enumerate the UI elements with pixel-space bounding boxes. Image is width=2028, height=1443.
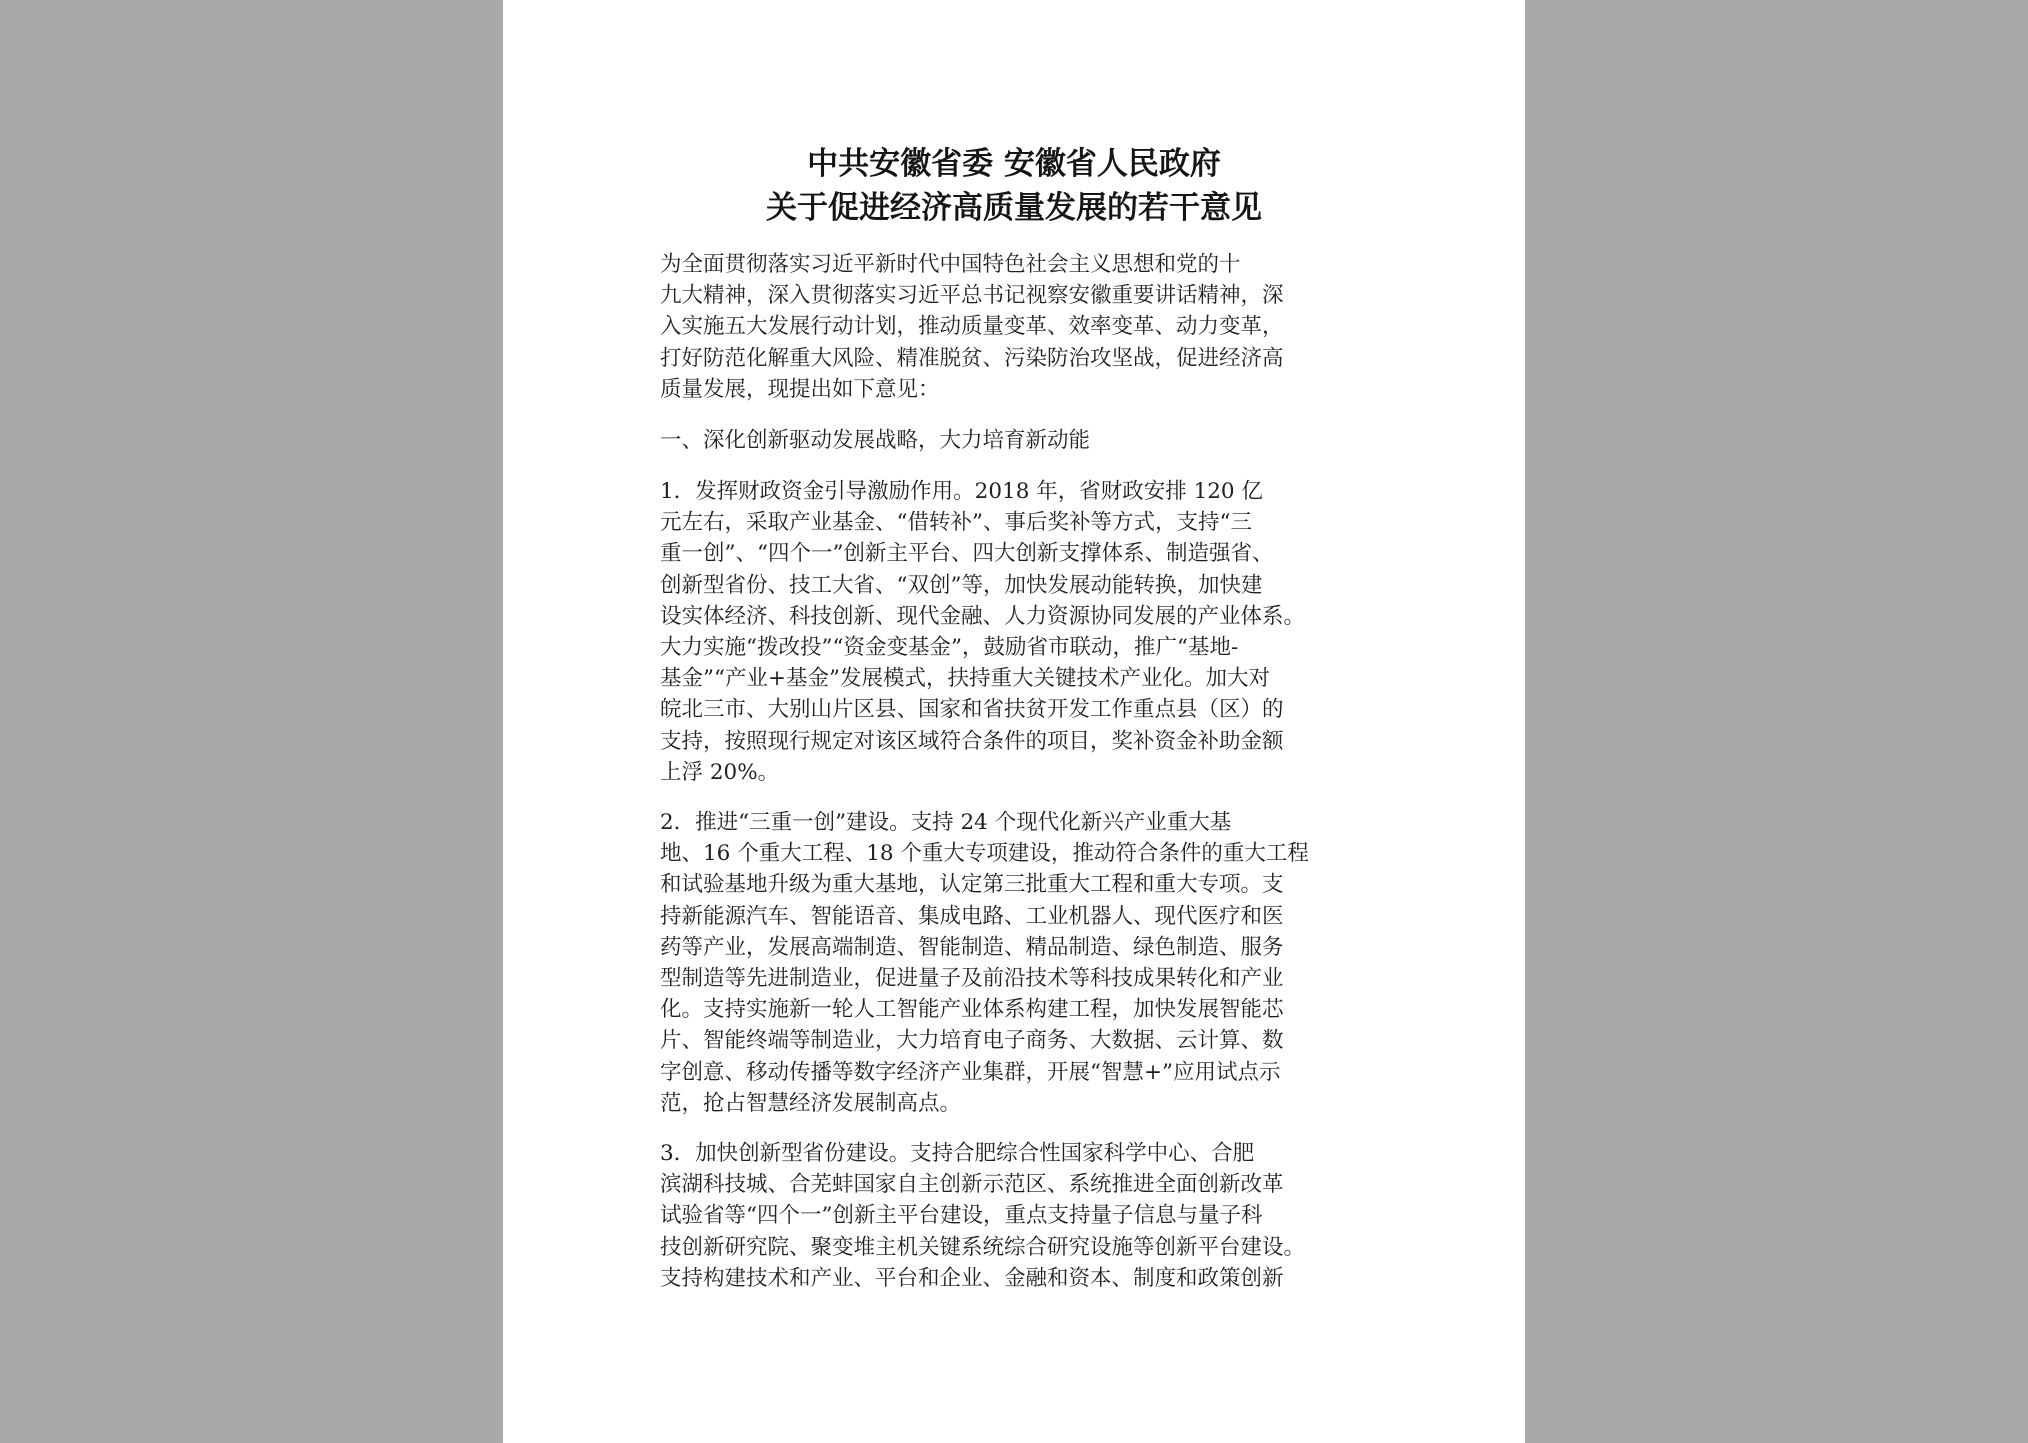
document-title-line-2: 关于促进经济高质量发展的若干意见 bbox=[766, 190, 1262, 226]
document-page bbox=[503, 0, 1525, 1443]
item-2-paragraph: 2．推进“三重一创”建设。支持 24 个现代化新兴产业重大基 地、16 个重大工程、18 个重大专项建设，推动符合条件的重大工程 和试验基地升级为重大基地，认定第三批重大工程和重大专项。支 持新能源汽车、智能语音、集成电路、工业机器人、现代医疗和医 药等产业，发展高端制造、智能制造、精品制造、绿色制造、服务 型制造等先进制造业，促进量子及前沿技术等科技成果转化和产业 化。支持实施新一轮人工智能产业体系构建工程，加快发展智能芯 片、智能终端等制造业，大力培育电子商务、大数据、云计算、数 字创意、移动传播等数字经济产业集群，开展“智慧+”应用试点示 范，抢占智慧经济发展制高点。 bbox=[660, 810, 1309, 1116]
section-heading: 一、深化创新驱动发展战略，大力培育新动能 bbox=[660, 428, 1091, 453]
document-title-line-1: 中共安徽省委 安徽省人民政府 bbox=[807, 146, 1221, 182]
item-3-paragraph: 3．加快创新型省份建设。支持合肥综合性国家科学中心、合肥 滨湖科技城、合芜蚌国家自主创新示范区、系统推进全面创新改革 试验省等“四个一”创新主平台建设，重点支持量子信息与量子科 技创新研究院、聚变堆主机关键系统综合研究设施等创新平台建设。 支持构建技术和产业、平台和企业、金融和资本、制度和政策创新 bbox=[660, 1141, 1306, 1291]
intro-paragraph: 为全面贯彻落实习近平新时代中国特色社会主义思想和党的十 九大精神，深入贯彻落实习近平总书记视察安徽重要讲话精神，深 入实施五大发展行动计划，推动质量变革、效率变革、动力变革， 打好防范化解重大风险、精准脱贫、污染防治攻坚战，促进经济高 质量发展，现提出如下意见： bbox=[660, 252, 1284, 402]
item-1-paragraph: 1．发挥财政资金引导激励作用。2018 年，省财政安排 120 亿 元左右，采取产业基金、“借转补”、事后奖补等方式，支持“三 重一创”、“四个一”创新主平台、四大创新支撑体系、制造强省、 创新型省份、技工大省、“双创”等，加快发展动能转换，加快建 设实体经济、科技创新、现代金融、人力资源协同发展的产业体系。 大力实施“拨改投”“资金变基金”，鼓励省市联动，推广“基地- 基金”“产业+基金”发展模式，扶持重大关键技术产业化。加大对 皖北三市、大别山片区县、国家和省扶贫开发工作重点县（区）的 支持，按照现行规定对该区域符合条件的项目，奖补资金补助金额 上浮 20%。 bbox=[660, 479, 1306, 785]
